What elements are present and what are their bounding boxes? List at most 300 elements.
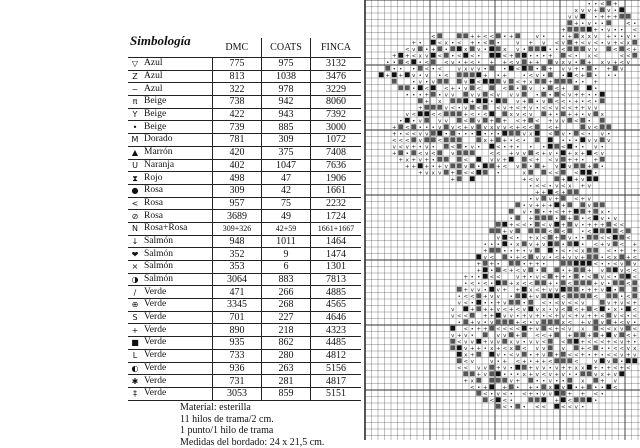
stitch-cell: <: [632, 274, 637, 280]
stitch-cell: [580, 371, 585, 376]
stitch-cell: [548, 235, 553, 240]
stitch-cell: •: [458, 86, 461, 92]
stitch-cell: •: [490, 99, 493, 105]
coats-code: 263: [262, 362, 311, 375]
stitch-cell: •: [503, 34, 506, 40]
legend-row: [128, 83, 361, 96]
stitch-cell: [613, 228, 618, 233]
stitch-cell: v: [490, 359, 494, 365]
stitch-cell: [554, 358, 559, 363]
stitch-cell: [444, 170, 449, 175]
stitch-cell: <: [587, 229, 592, 235]
stitch-cell: +: [567, 333, 572, 339]
legend-row: [128, 197, 361, 210]
stitch-cell: x: [581, 378, 585, 384]
stitch-cell: [457, 157, 462, 162]
stitch-cell: [431, 85, 436, 90]
stitch-cell: [567, 228, 572, 233]
stitch-cell: [431, 131, 436, 136]
stitch-cell: [619, 14, 624, 19]
stitch-cell: +: [541, 164, 546, 170]
stitch-cell: [587, 27, 592, 32]
stitch-cell: [450, 46, 455, 51]
coats-code: 1011: [262, 235, 311, 248]
stitch-cell: +: [574, 99, 579, 105]
stitch-cell: <: [502, 404, 507, 410]
stitch-cell: [476, 339, 481, 344]
stitch-cell: [587, 85, 592, 90]
stitch-cell: [541, 215, 546, 220]
legend-row: [128, 184, 361, 197]
stitch-cell: [587, 384, 592, 389]
stitch-cell: •: [575, 235, 578, 241]
stitch-cell: +: [632, 333, 637, 339]
stitch-cell: [541, 196, 546, 201]
stitch-cell: v: [588, 21, 592, 27]
stitch-cell: +: [613, 320, 618, 326]
color-name: Verde: [142, 362, 213, 375]
stitch-cell: x: [490, 125, 494, 131]
stitch-cell: <: [509, 235, 514, 241]
stitch-cell: •: [542, 378, 545, 384]
stitch-cell: <: [567, 320, 572, 326]
stitch-cell: <: [470, 53, 475, 59]
stitch-cell: [405, 85, 410, 90]
stitch-cell: [418, 163, 423, 168]
stitch-cell: [580, 124, 585, 129]
stitch-cell: [606, 293, 611, 298]
stitch-cell: •: [523, 73, 526, 79]
stitch-cell: <: [502, 398, 507, 404]
stitch-cell: <: [626, 268, 631, 274]
stitch-cell: [522, 287, 527, 292]
stitch-cell: <: [561, 307, 566, 313]
stitch-cell: <: [463, 365, 468, 371]
stitch-cell: •: [568, 274, 571, 280]
stitch-cell: [522, 365, 527, 370]
stitch-cell: +: [632, 47, 637, 53]
stitch-cell: [554, 332, 559, 337]
stitch-cell: v: [588, 183, 592, 189]
stitch-cell: <: [509, 60, 514, 66]
stitch-cell: [450, 137, 455, 142]
stitch-cell: •: [419, 60, 422, 66]
stitch-cell: •: [601, 21, 604, 27]
stitch-cell: •: [529, 359, 532, 365]
stitch-cell: +: [450, 170, 455, 176]
coats-code: 42+59: [262, 222, 311, 235]
stitch-cell: •: [594, 99, 597, 105]
stitch-cell: •: [445, 47, 448, 53]
stitch-cell: <: [483, 281, 488, 287]
stitch-cell: •: [458, 60, 461, 66]
stitch-cell: v: [536, 307, 540, 313]
stitch-cell: [619, 235, 624, 240]
stitch-cell: [541, 228, 546, 233]
stitch-cell: +: [548, 112, 553, 118]
stitch-cell: •: [510, 138, 513, 144]
stitch-cell: v: [601, 131, 605, 137]
stitch-cell: v: [549, 222, 553, 228]
stitch-cell: <: [593, 339, 598, 345]
dmc-code: 402: [213, 159, 262, 172]
stitch-cell: v: [581, 313, 585, 319]
stitch-cell: •: [562, 378, 565, 384]
stitch-cell: <: [561, 339, 566, 345]
stitch-cell: [593, 326, 598, 331]
stitch-symbol: S: [128, 311, 142, 324]
stitch-cell: x: [562, 60, 566, 66]
stitch-cell: [463, 306, 468, 311]
stitch-cell: +: [411, 164, 416, 170]
stitch-cell: <: [496, 274, 501, 280]
stitch-cell: +: [489, 60, 494, 66]
stitch-cell: <: [457, 313, 462, 319]
stitch-cell: [522, 157, 527, 162]
stitch-cell: [522, 241, 527, 246]
legend-row: [128, 58, 361, 71]
header-symbol-blank: [128, 38, 142, 58]
stitch-cell: +: [554, 398, 559, 404]
stitch-cell: <: [632, 255, 637, 261]
stitch-cell: [554, 144, 559, 149]
color-name: Rosa: [142, 184, 213, 197]
stitch-cell: [561, 79, 566, 84]
stitch-cell: [424, 118, 429, 123]
stitch-cell: x: [516, 281, 520, 287]
color-name: Salmón: [142, 261, 213, 274]
stitch-cell: [470, 176, 475, 181]
dmc-code: 309: [213, 184, 262, 197]
stitch-cell: [574, 46, 579, 51]
stitch-cell: <: [600, 326, 605, 332]
stitch-cell: <: [528, 73, 533, 79]
stitch-cell: [567, 222, 572, 227]
color-name: Verde: [142, 337, 213, 350]
stitch-cell: •: [607, 346, 610, 352]
stitch-cell: [457, 358, 462, 363]
stitch-cell: +: [522, 313, 527, 319]
stitch-cell: +: [548, 53, 553, 59]
stitch-cell: +: [593, 313, 598, 319]
stitch-cell: [561, 196, 566, 201]
stitch-cell: •: [464, 131, 467, 137]
stitch-cell: •: [510, 294, 513, 300]
stitch-cell: [548, 274, 553, 279]
stitch-cell: [548, 345, 553, 350]
stitch-cell: +: [535, 359, 540, 365]
stitch-cell: •: [516, 235, 519, 241]
stitch-cell: •: [594, 73, 597, 79]
stitch-cell: v: [536, 73, 540, 79]
stitch-cell: x: [432, 170, 436, 176]
stitch-cell: +: [385, 73, 390, 79]
stitch-cell: [587, 397, 592, 402]
stitch-cell: [567, 293, 572, 298]
stitch-cell: [450, 111, 455, 116]
stitch-cell: [418, 98, 423, 103]
stitch-cell: [574, 131, 579, 136]
stitch-cell: •: [549, 307, 552, 313]
stitch-cell: •: [575, 372, 578, 378]
stitch-cell: +: [457, 333, 462, 339]
stitch-cell: v: [497, 352, 501, 358]
stitch-cell: <: [606, 248, 611, 254]
stitch-symbol: Z: [128, 70, 142, 83]
stitch-cell: [580, 332, 585, 337]
stitch-cell: v: [568, 255, 572, 261]
stitch-cell: •: [490, 281, 493, 287]
stitch-cell: [619, 280, 624, 285]
stitch-symbol: L: [128, 349, 142, 362]
stitch-cell: v: [445, 92, 449, 98]
stitch-cell: [437, 46, 442, 51]
stitch-symbol: ❤: [128, 248, 142, 261]
stitch-cell: [593, 248, 598, 253]
stitch-cell: <: [626, 21, 631, 27]
stitch-cell: •: [464, 281, 467, 287]
stitch-cell: <: [502, 307, 507, 313]
stitch-cell: [515, 365, 520, 370]
stitch-cell: +: [424, 99, 429, 105]
stitch-cell: v: [464, 164, 468, 170]
stitch-cell: v: [588, 320, 592, 326]
stitch-cell: [522, 293, 527, 298]
stitch-cell: <: [522, 255, 527, 261]
stitch-cell: [489, 85, 494, 90]
stitch-cell: v: [477, 66, 481, 72]
stitch-cell: [470, 72, 475, 77]
stitch-cell: +: [528, 385, 533, 391]
stitch-cell: [444, 111, 449, 116]
stitch-cell: •: [588, 92, 591, 98]
stitch-cell: •: [458, 294, 461, 300]
stitch-cell: +: [411, 40, 416, 46]
stitch-cell: <: [626, 333, 631, 339]
stitch-cell: [606, 222, 611, 227]
stitch-cell: +: [450, 177, 455, 183]
stitch-cell: +: [561, 177, 566, 183]
finca-code: 1661+1667: [311, 222, 362, 235]
stitch-cell: v: [497, 287, 501, 293]
stitch-cell: <: [515, 105, 520, 111]
stitch-cell: •: [484, 300, 487, 306]
stitch-cell: <: [593, 242, 598, 248]
stitch-symbol: ⊕: [128, 299, 142, 312]
color-name: Naranja: [142, 159, 213, 172]
stitch-cell: [457, 46, 462, 51]
stitch-cell: [613, 66, 618, 71]
stitch-cell: [509, 384, 514, 389]
stitch-cell: <: [444, 73, 449, 79]
stitch-cell: •: [529, 196, 532, 202]
stitch-cell: <: [411, 112, 416, 118]
stitch-cell: <: [515, 326, 520, 332]
stitch-cell: •: [412, 86, 415, 92]
stitch-cell: [489, 352, 494, 357]
stitch-cell: [457, 345, 462, 350]
stitch-cell: +: [554, 274, 559, 280]
stitch-cell: •: [633, 21, 636, 27]
stitch-cell: •: [516, 86, 519, 92]
stitch-cell: •: [536, 378, 539, 384]
stitch-cell: v: [620, 352, 624, 358]
stitch-cell: <: [431, 151, 436, 157]
stitch-cell: <: [515, 222, 520, 228]
stitch-cell: [437, 150, 442, 155]
finca-code: 1661: [311, 184, 362, 197]
stitch-cell: [502, 254, 507, 259]
stitch-cell: +: [593, 365, 598, 371]
stitch-cell: •: [419, 125, 422, 131]
stitch-cell: •: [471, 300, 474, 306]
stitch-cell: v: [458, 300, 462, 306]
stitch-cell: v: [588, 196, 592, 202]
dmc-code: 739: [213, 121, 262, 134]
stitch-cell: [489, 365, 494, 370]
stitch-cell: <: [574, 300, 579, 306]
stitch-cell: +: [470, 346, 475, 352]
stitch-cell: [626, 358, 631, 363]
stitch-cell: [606, 332, 611, 337]
stitch-cell: [548, 339, 553, 344]
stitch-cell: v: [607, 359, 611, 365]
header-coats: COATS: [262, 38, 311, 58]
stitch-cell: •: [490, 268, 493, 274]
stitch-cell: [593, 319, 598, 324]
stitch-cell: x: [633, 346, 637, 352]
stitch-cell: •: [406, 151, 409, 157]
stitch-cell: [528, 228, 533, 233]
stitch-cell: [470, 313, 475, 318]
stitch-cell: +: [554, 125, 559, 131]
stitch-cell: +: [476, 326, 481, 332]
stitch-cell: +: [405, 164, 410, 170]
stitch-cell: +: [548, 66, 553, 72]
coats-code: 375: [262, 146, 311, 159]
finca-code: 4817: [311, 375, 362, 388]
stitch-cell: v: [607, 40, 611, 46]
stitch-cell: •: [497, 261, 500, 267]
stitch-cell: •: [523, 261, 526, 267]
stitch-cell: v: [601, 274, 605, 280]
stitch-cell: •: [503, 372, 506, 378]
stitch-cell: [496, 248, 501, 253]
stitch-cell: +: [554, 352, 559, 358]
stitch-cell: <: [548, 313, 553, 319]
stitch-cell: [476, 170, 481, 175]
stitch-cell: [632, 40, 637, 45]
stitch-cell: <: [496, 144, 501, 150]
stitch-cell: +: [567, 151, 572, 157]
stitch-cell: [541, 46, 546, 51]
legend-row: [128, 299, 361, 312]
stitch-cell: +: [561, 209, 566, 215]
stitch-cell: [470, 150, 475, 155]
stitch-cell: [567, 384, 572, 389]
stitch-cell: v: [562, 385, 566, 391]
stitch-cell: [580, 261, 585, 266]
stitch-cell: •: [412, 118, 415, 124]
stitch-cell: +: [392, 131, 397, 137]
stitch-cell: •: [497, 131, 500, 137]
stitch-cell: +: [554, 313, 559, 319]
stitch-cell: v: [607, 8, 611, 14]
stitch-cell: [515, 345, 520, 350]
stitch-cell: [418, 46, 423, 51]
stitch-cell: <: [593, 151, 598, 157]
stitch-cell: •: [536, 105, 539, 111]
stitch-cell: <: [457, 40, 462, 46]
stitch-cell: [483, 92, 488, 97]
stitch-cell: •: [451, 40, 454, 46]
stitch-cell: [515, 293, 520, 298]
stitch-cell: [619, 332, 624, 337]
stitch-cell: •: [601, 346, 604, 352]
stitch-cell: <: [632, 313, 637, 319]
stitch-cell: •: [601, 27, 604, 33]
stitch-cell: x: [516, 242, 520, 248]
stitch-cell: [489, 111, 494, 116]
stitch-cell: v: [529, 105, 533, 111]
stitch-cell: <: [450, 144, 455, 150]
stitch-cell: <: [606, 352, 611, 358]
stitch-cell: <: [535, 183, 540, 189]
stitch-cell: <: [437, 53, 442, 59]
stitch-cell: +: [561, 365, 566, 371]
stitch-cell: •: [581, 144, 584, 150]
stitch-cell: +: [483, 326, 488, 332]
stitch-cell: [515, 228, 520, 233]
color-name: Azul: [142, 83, 213, 96]
stitch-cell: +: [496, 164, 501, 170]
stitch-cell: [626, 306, 631, 311]
stitch-cell: x: [510, 339, 514, 345]
stitch-cell: +: [515, 333, 520, 339]
dmc-code: 813: [213, 70, 262, 83]
stitch-cell: +: [489, 118, 494, 124]
stitch-cell: <: [619, 229, 624, 235]
stitch-cell: [600, 7, 605, 12]
stitch-cell: <: [613, 261, 618, 267]
stitch-cell: [522, 53, 527, 58]
stitch-cell: <: [626, 365, 631, 371]
stitch-cell: v: [588, 138, 592, 144]
stitch-cell: [587, 306, 592, 311]
stitch-cell: +: [632, 248, 637, 254]
stitch-cell: [567, 176, 572, 181]
stitch-cell: •: [581, 157, 584, 163]
stitch-cell: <: [613, 385, 618, 391]
stitch-cell: +: [580, 307, 585, 313]
stitch-cell: [398, 59, 403, 64]
stitch-cell: v: [594, 47, 598, 53]
legend-row: [128, 146, 361, 159]
stitch-cell: [528, 378, 533, 383]
stitch-cell: x: [523, 170, 527, 176]
stitch-cell: <: [502, 86, 507, 92]
stitch-cell: •: [568, 248, 571, 254]
legend-body: [128, 58, 361, 401]
stitch-cell: <: [574, 359, 579, 365]
stitch-cell: [606, 228, 611, 233]
stitch-cell: [437, 131, 442, 136]
stitch-cell: <: [574, 196, 579, 202]
stitch-cell: [613, 358, 618, 363]
stitch-cell: v: [588, 47, 592, 53]
stitch-cell: <: [535, 404, 540, 410]
stitch-cell: <: [600, 1, 605, 7]
